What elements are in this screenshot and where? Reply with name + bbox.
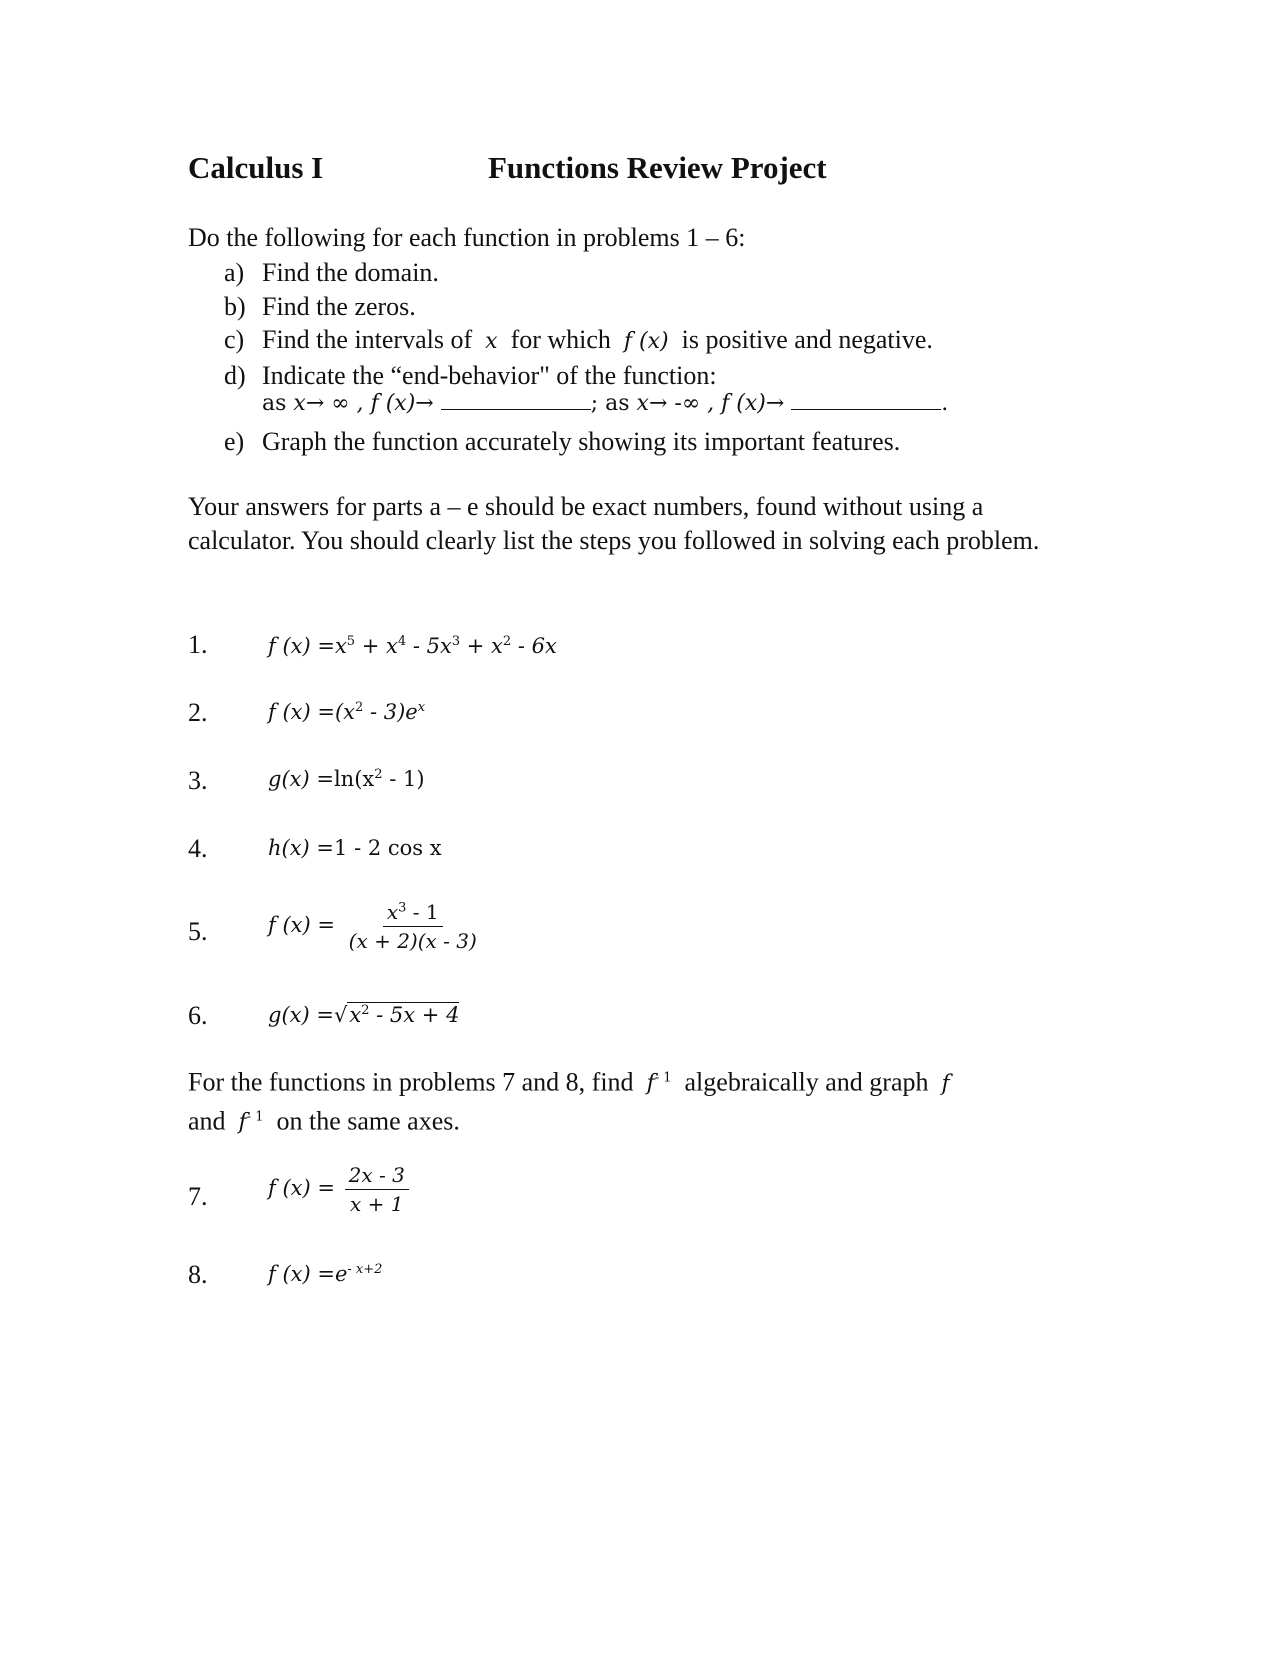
problem-number: 2. [188,698,208,727]
list-item: d) Indicate the “end-behavior" of the function: [224,360,717,390]
problem-5-function: f (x) = $\frac{x^3 - 1}{(x + 2)(x - 3)}$ [268,900,481,953]
problem-2-function: f $(x) =(x^2 - 3)e^x$ [268,700,426,724]
problem-number: 7. [188,1182,208,1211]
project-title: Functions Review Project [488,150,827,185]
answer-blank [441,393,591,410]
problem-8-function: f $(x) =e^{- x+2}$ [268,1262,383,1286]
problem-number: 6. [188,1001,208,1030]
problem-number: 4. [188,834,208,863]
course-title: Calculus I [188,150,324,185]
fraction: $\frac{x^3 - 1}{(x + 2)(x - 3)}$ [348,900,477,953]
radicand: $x^2 - 5x + 4$ [349,1003,460,1027]
instructions-list [224,256,933,459]
list-item: e) Graph the function accurately showing its important features. [224,427,901,456]
fraction: $\frac{2x - 3}{x + 1}$ [345,1163,409,1216]
problem-number: 3. [188,766,208,795]
problem-number: 8. [188,1260,208,1289]
end-behavior-line: as x→ ∞ , f (x)→ ; as x→ -∞ , f (x)→ . [262,391,949,416]
list-item: a) Find the domain. [224,258,439,287]
list-item: b) Find the zeros. [224,291,416,321]
problem-6-function: $g(x) =√x^2 - 5x + 4$ [268,1003,460,1027]
answer-blank [791,393,941,410]
instructions-intro: Do the following for each function in problems 1 – 6: [188,223,746,252]
inverse-instructions: For the functions in problems 7 and 8, find $f^{- 1}$ algebraically and graph f and $f^{- 1}$ on the same axes. [188,1067,950,1136]
problem-number: 1. [188,630,208,659]
problem-7-function: f (x) = $\frac{2x - 3}{x + 1}$ [268,1163,409,1216]
problem-3-function: $g(x) =\ln(x^2 - 1)$ [268,767,425,791]
list-item: c) Find the intervals of x for which f (x) is positive and negative. [224,325,933,354]
problem-1-function: f $(x) =x^5 + x^4 - 5x^3 + x^2 - 6x$ [268,634,557,658]
problem-number: 5. [188,917,208,946]
instructions-note: Your answers for parts a – e should be exact numbers, found without using a calculator. You should clearly list the steps you followed in solving each problem. [188,492,1040,555]
problem-4-function: h(x) =1 - 2 cos x [268,836,442,860]
